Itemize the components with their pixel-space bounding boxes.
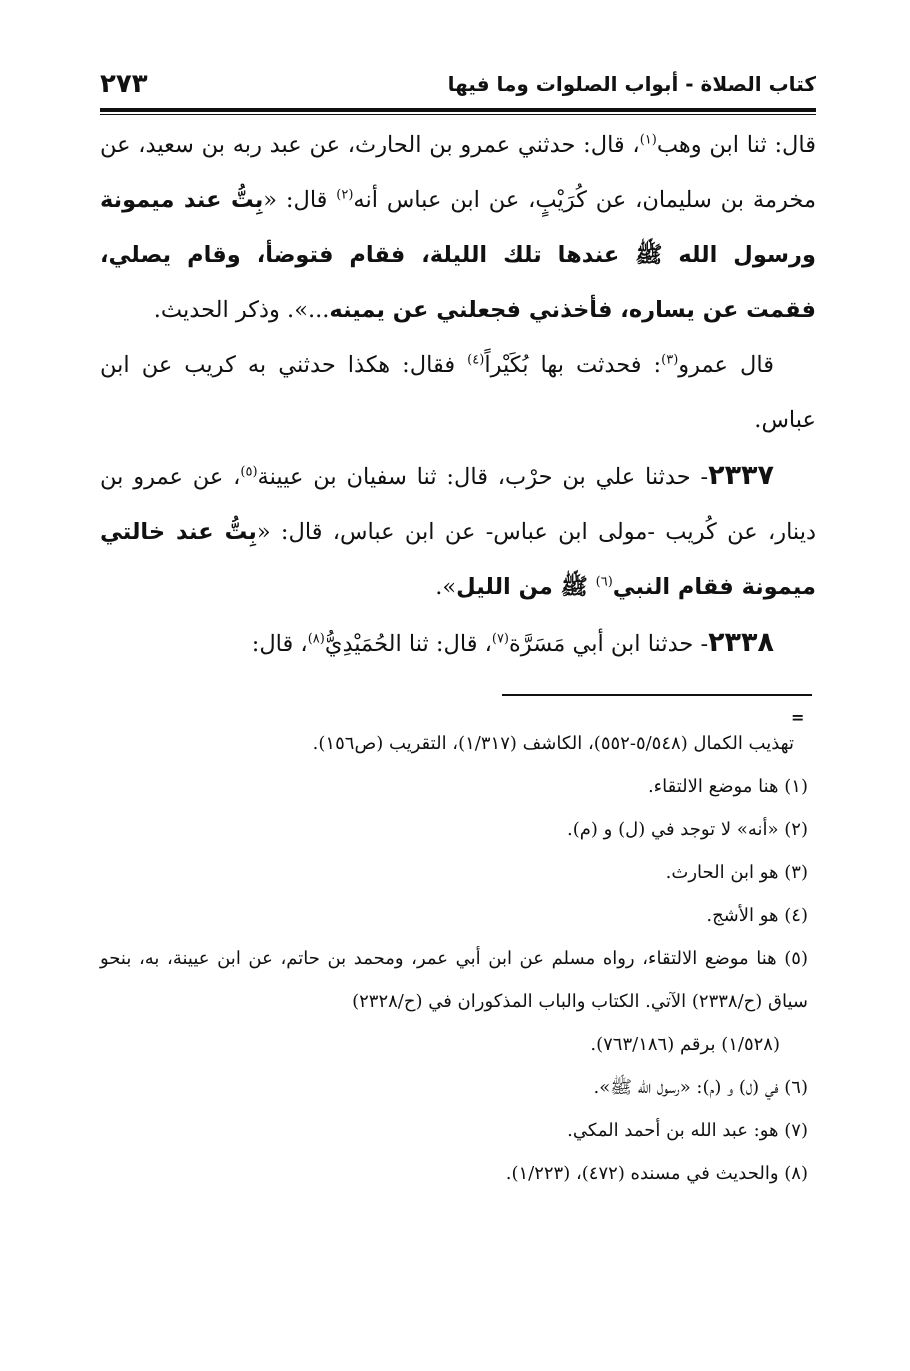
footnote-6: (٦) في (ل) و (م): «رسول الله ﷺ». [593,1077,808,1098]
continuation-mark: = [791,708,805,727]
running-title: كتاب الصلاة - أبواب الصلوات وما فيها [447,72,816,96]
footnote-5-ref: (١/٥٢٨) برقم (٧٦٣/١٨٦). [590,1034,780,1055]
footnote-4: (٤) هو الأشج. [706,905,808,926]
text-run: : فحدثت بها بُكَيْراً [484,352,662,378]
footnotes [100,722,816,1195]
footnote-ref: (٥) [240,464,258,480]
page-header [100,62,816,106]
hadith-2337 [100,448,816,615]
footnote-5-text: (٥) هنا موضع الالتقاء، رواه مسلم عن ابن أبي عمر، ومحمد بن حاتم، عن ابن عيينة، به، بنحو سياق (ح/٢٣٣٨) الآتي. الكتاب والباب المذكوران في (ح/٢٣٢٨) [100,948,808,1012]
footnote-ref: (٢) [336,187,354,203]
paragraph-continuation [100,118,816,338]
page-number: ٢٧٣ [100,69,148,99]
text-run: ...». وذكر الحديث. [153,297,330,323]
footnote-ref: (٣) [661,352,679,368]
footnote-ref: (٧) [491,631,509,647]
text-run: قال عمرو [678,352,774,378]
footnote-ref: (٤) [467,352,485,368]
main-text [100,118,816,672]
footnote-1: (١) هنا موضع الالتقاء. [647,776,808,797]
footnote-ref: (١) [639,132,657,148]
hadith-matn: ﷺ من الليل [456,574,596,600]
text-run: فقال: هكذا حدثني به كريب عن ابن عباس. [100,352,816,433]
hadith-2338 [100,615,816,672]
hadith-matn: بِتُّ عند ميمونة ورسول الله ﷺ عندها تلك الليلة، فقام فتوضأ، وقام يصلي، فقمت عن يساره، فأخذني فجعلني عن يمينه [100,187,816,323]
text-run: ، قال: حدثني عمرو بن الحارث، عن عبد ربه بن سعيد، عن مخرمة بن سليمان، عن كُرَيْبٍ، عن ابن عباس أنه [100,132,817,213]
text-run: ». [435,574,457,600]
text-run: قال: « [263,187,337,213]
footnote-ref: (٨) [307,631,325,647]
footnote-8: (٨) والحديث في مسنده (٤٧٢)، (١/٢٢٣). [505,1163,808,1184]
hadith-number: ٢٣٣٨ [708,627,774,658]
footnote-3: (٣) هو ابن الحارث. [665,862,808,883]
text-run: ، قال: [251,631,308,657]
paragraph-narrator-note [100,338,816,448]
footnote-2: (٢) «أنه» لا توجد في (ل) و (م). [567,819,808,840]
footnote-7: (٧) هو: عبد الله بن أحمد المكي. [567,1120,808,1141]
footnote-5 [100,937,816,1066]
header-rule [100,108,816,115]
footnote-ref: (٦) [595,574,613,590]
text-run: قال: ثنا ابن وهب [656,132,816,158]
footnote-continuation: تهذيب الكمال (٥/٥٤٨-٥٥٢)، الكاشف (١/٣١٧)، التقريب (ص١٥٦). [312,733,794,754]
text-run: - حدثنا ابن أبي مَسَرَّة [509,631,709,657]
text-run: ، قال: ثنا الحُمَيْدِيُّ [324,631,492,657]
hadith-matn: بِتُّ عند خالتي ميمونة فقام النبي [100,519,816,600]
hadith-number: ٢٣٣٧ [708,460,775,491]
footnote-rule [502,694,812,696]
text-run: ، عن عمرو بن دينار، عن كُريب -مولى ابن عباس- عن ابن عباس، قال: « [100,464,816,545]
text-run: - حدثنا علي بن حرْب، قال: ثنا سفيان بن عيينة [257,464,709,490]
